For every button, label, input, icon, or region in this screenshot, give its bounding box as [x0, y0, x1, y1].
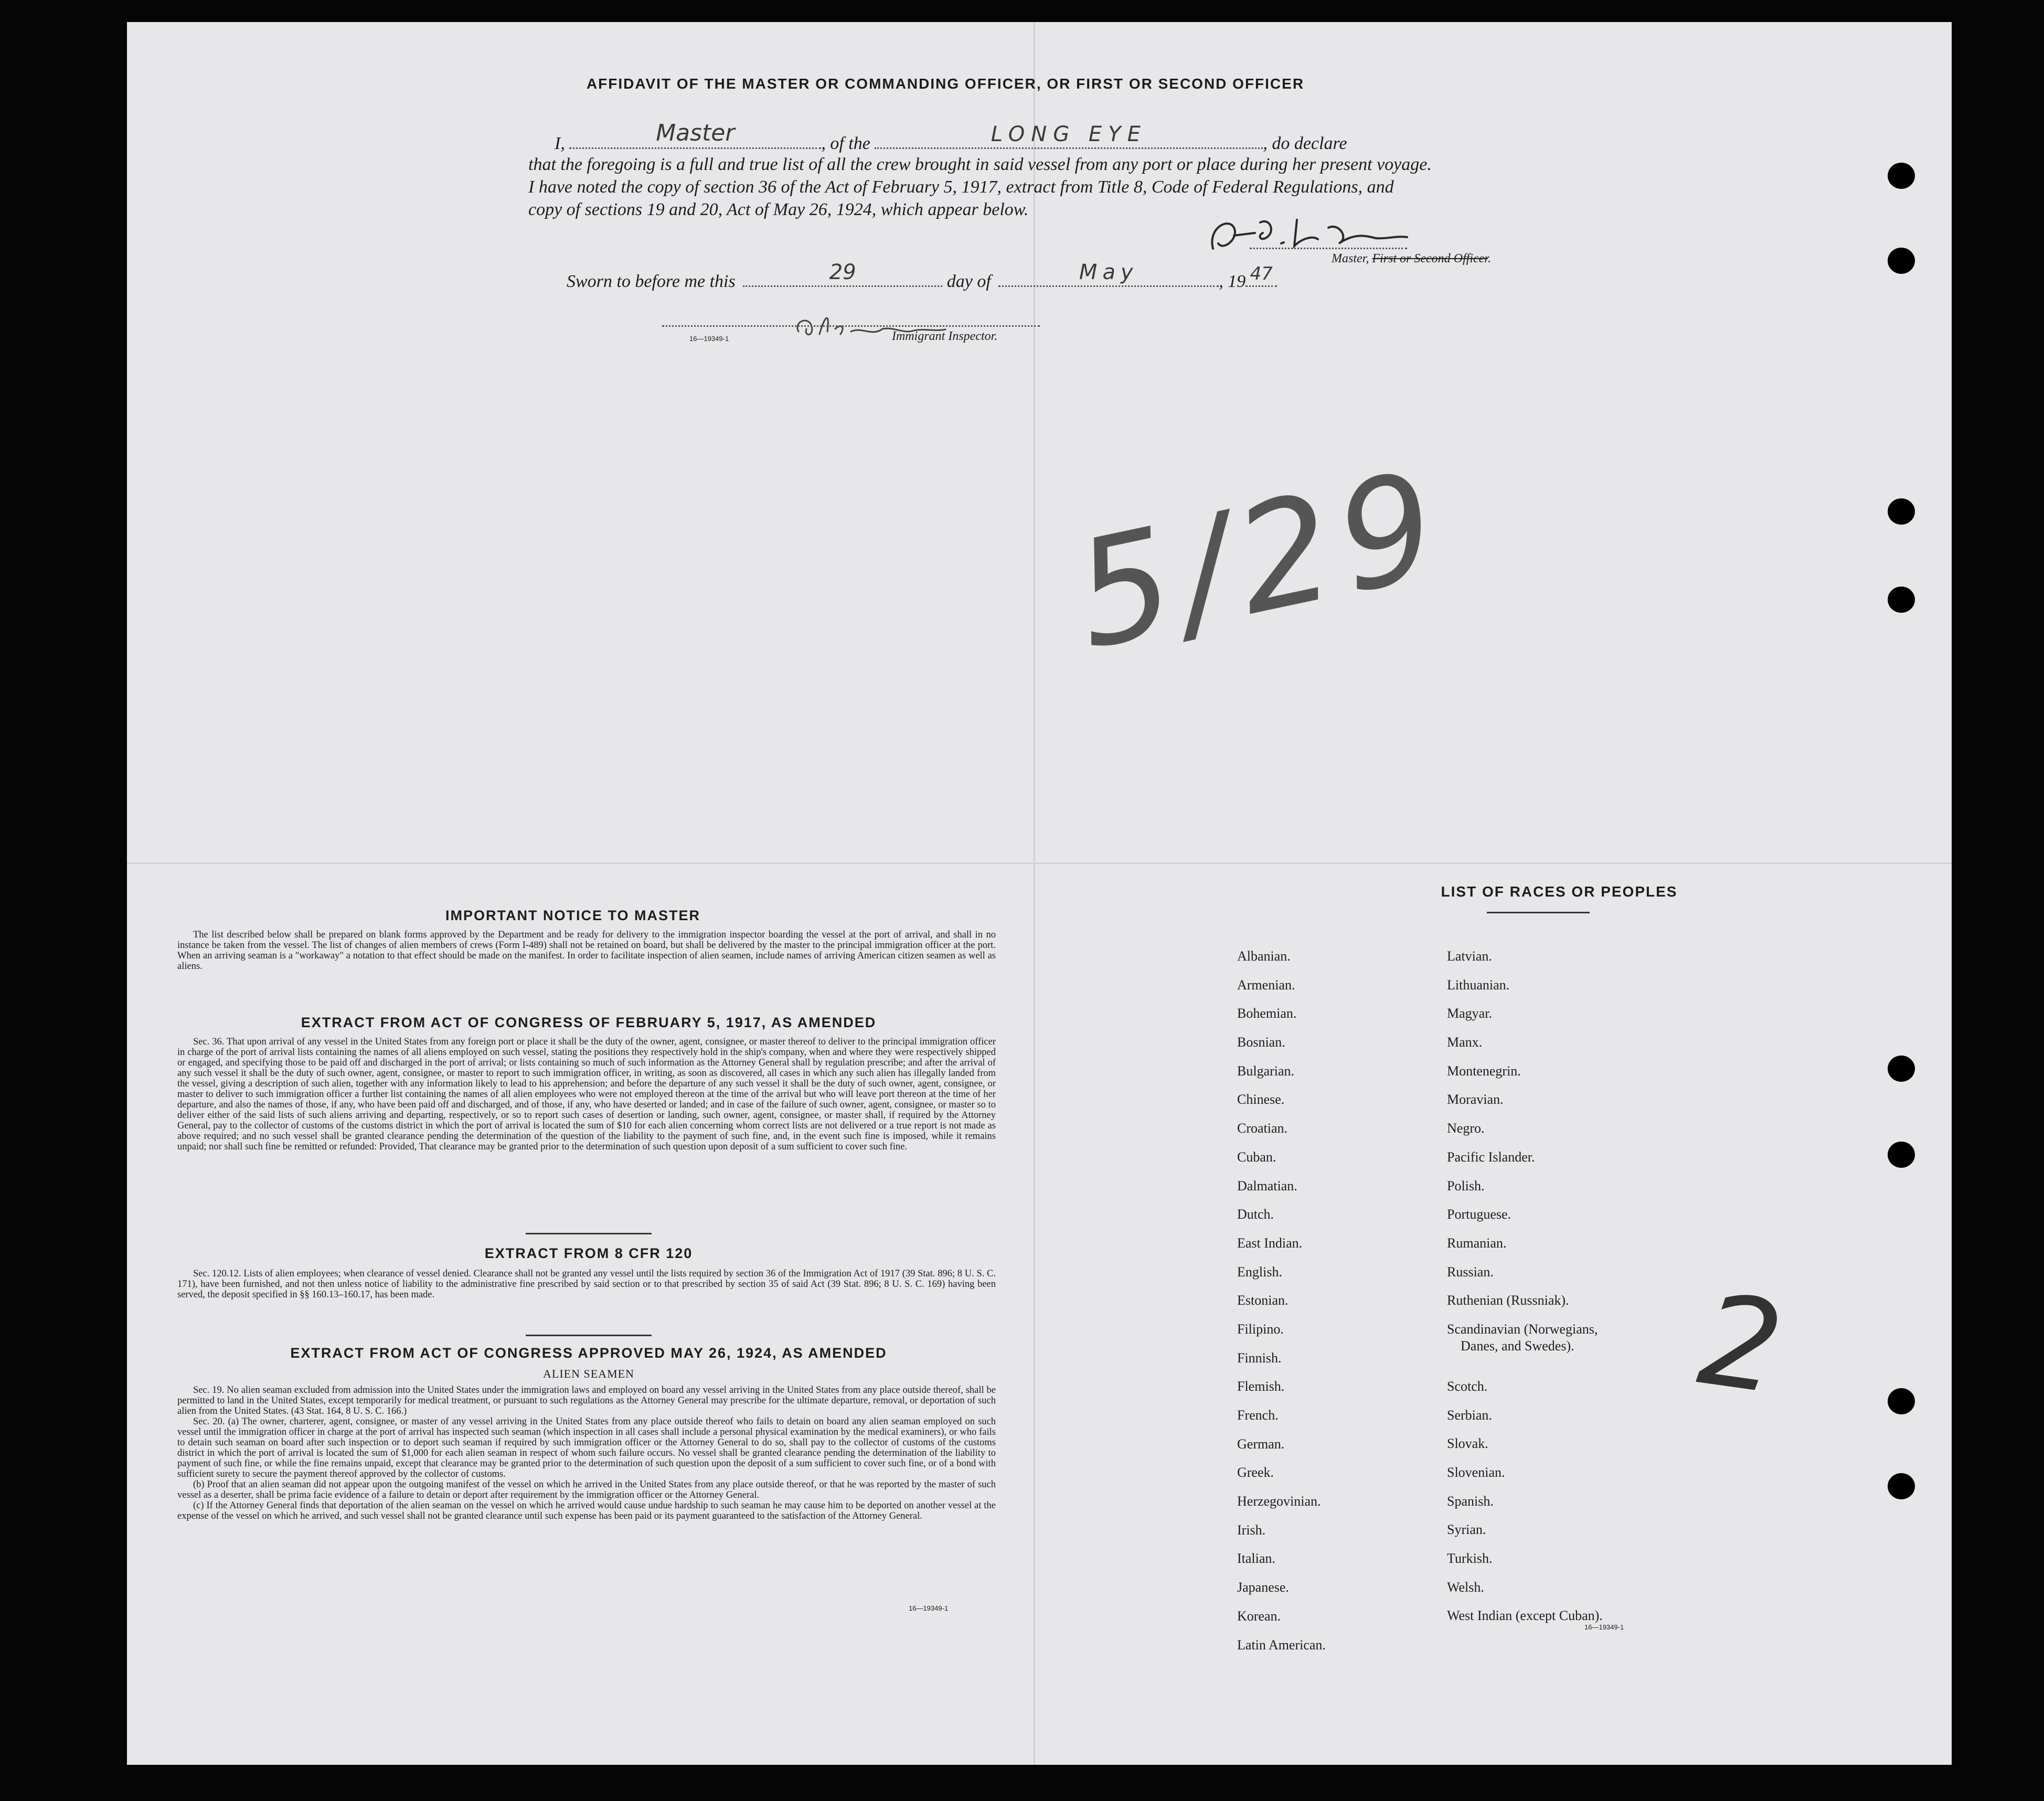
affidavit-do-declare: , do declare: [1263, 134, 1347, 153]
people-item: Dutch.: [1237, 1207, 1274, 1222]
section-20a-text: Sec. 20. (a) The owner, charterer, agent, consignee, or master of any vessel arriving in the United States from any place outside thereof who fails to detain on board any alien seaman employed on such vessel until the immigration officer in charge at the port of arrival has inspected such seaman (which inspection in all cases shall include a personal physical examination by the medical examiners), or who fails to detain such seaman on board after such inspection or to deport such seaman if required by such immigration officer or the Attorney General to do so, shall pay to the collector of customs of the customs district in which the port of arrival is located the sum of $1,000 for each alien seaman in respect of whom such failure occurs. No vessel shall be granted clearance pending the determination of the liability to payment of such fine, or while the fine remains unpaid, except that clearance may be granted prior to the determination of such question upon the deposit of a sum sufficient to cover such fine, or of a bond with sufficient surety to secure the payment thereof approved by the collector of customs.: [177, 1416, 996, 1479]
people-item: Serbian.: [1447, 1407, 1492, 1423]
people-item: Magyar.: [1447, 1006, 1492, 1021]
sworn-day-handwritten: 29: [829, 260, 856, 284]
punch-hole: [1888, 498, 1915, 525]
people-item: Italian.: [1237, 1551, 1275, 1566]
peoples-column-1: [1237, 949, 1326, 1666]
people-item: Cuban.: [1237, 1149, 1276, 1165]
people-item: Pacific Islander.: [1447, 1149, 1535, 1165]
people-item: Welsh.: [1447, 1579, 1484, 1595]
people-item: French.: [1237, 1408, 1279, 1423]
alien-seamen-subheading: ALIEN SEAMEN: [543, 1367, 634, 1380]
peoples-underline: [1487, 912, 1590, 913]
master-label-end: .: [1487, 252, 1491, 265]
people-item: Korean.: [1237, 1608, 1281, 1624]
punch-hole: [1888, 1388, 1915, 1414]
sworn-month-handwritten: May: [1079, 260, 1138, 284]
handwritten-corner-mark: 2: [1691, 1265, 1791, 1423]
affidavit-line-4: copy of sections 19 and 20, Act of May 26, 1924, which appear below.: [528, 200, 1029, 219]
sworn-day-field: [743, 260, 942, 287]
day-of-label: day of: [946, 272, 991, 291]
year-prefix: , 19: [1219, 272, 1246, 291]
people-item: Chinese.: [1237, 1092, 1285, 1107]
people-item: Moravian.: [1447, 1092, 1504, 1107]
people-item: Ruthenian (Russniak).: [1447, 1293, 1569, 1308]
affidavit-i: I,: [555, 134, 565, 153]
people-item: Estonian.: [1237, 1293, 1289, 1308]
people-item: Negro.: [1447, 1121, 1485, 1136]
punch-hole: [1888, 587, 1915, 613]
people-item: Herzegovinian.: [1237, 1494, 1321, 1509]
affidavit-line-3: I have noted the copy of section 36 of the Act of February 5, 1917, extract from Title 8, Code of Federal Regulations, and: [528, 177, 1394, 197]
master-name-field: [569, 120, 821, 149]
people-item: Latin American.: [1237, 1637, 1326, 1653]
people-item: Dalmatian.: [1237, 1178, 1297, 1193]
people-item: Flemish.: [1237, 1379, 1285, 1394]
divider-2: [526, 1335, 652, 1336]
people-item: Latvian.: [1447, 949, 1492, 964]
people-item: Spanish.: [1447, 1493, 1494, 1509]
people-item: Manx.: [1447, 1035, 1483, 1050]
people-item: Bulgarian.: [1237, 1063, 1295, 1079]
people-item: Bosnian.: [1237, 1035, 1285, 1050]
notice-body: The list described below shall be prepared on blank forms approved by the Department and be ready for delivery to the immigration inspector boarding the vessel at the port of arrival, and shall in no instance be taken from the vessel. The list of changes of alien members of crews (Form I-489) shall not be retained on board, but shall be delivered by the master to the principal immigration officer at the port. When an arriving seaman is a "workaway" a notation to that effect should be made on the manifest. In order to facilitate inspection of alien seamen, include names of arriving American citizen seamen as well as aliens.: [177, 930, 996, 972]
document-page: [127, 22, 1952, 1765]
vessel-name-handwritten: LONG EYE: [991, 122, 1147, 146]
affidavit-heading: AFFIDAVIT OF THE MASTER OR COMMANDING OFFICER, OR FIRST OR SECOND OFFICER: [586, 76, 1305, 92]
sworn-year-handwritten: 47: [1250, 263, 1273, 284]
notice-form-code: 16—19349-1: [909, 1604, 949, 1612]
horizontal-fold-crease: [127, 862, 1952, 864]
extract-cfr-heading: EXTRACT FROM 8 CFR 120: [484, 1245, 693, 1261]
extract-1924-heading: EXTRACT FROM ACT OF CONGRESS APPROVED MAY 26, 1924, AS AMENDED: [290, 1345, 887, 1361]
people-item: Slovenian.: [1447, 1465, 1505, 1480]
people-item: Portuguese.: [1447, 1207, 1511, 1222]
master-name-handwritten: Master: [656, 120, 735, 146]
peoples-heading: LIST OF RACES OR PEOPLES: [1441, 883, 1678, 900]
extract-1924-body: [177, 1385, 996, 1521]
extract-1917-heading: EXTRACT FROM ACT OF CONGRESS OF FEBRUARY 5, 1917, AS AMENDED: [301, 1015, 877, 1030]
inspector-label: Immigrant Inspector.: [892, 329, 998, 343]
people-item: Armenian.: [1237, 977, 1295, 993]
people-item: Lithuanian.: [1447, 977, 1510, 993]
people-item: Montenegrin.: [1447, 1063, 1521, 1079]
inspector-line: [662, 325, 1040, 327]
affidavit-form-code: 16—19349-1: [689, 335, 729, 343]
people-item: East Indian.: [1237, 1235, 1303, 1251]
people-item: Russian.: [1447, 1264, 1494, 1280]
affidavit-line-2: that the foregoing is a full and true list of all the crew brought in said vessel from any port or place during her present voyage.: [528, 155, 1432, 174]
extract-1917-body: Sec. 36. That upon arrival of any vessel in the United States from any foreign port or place it shall be the duty of the owner, agent, consignee, or master thereof to deliver to the principal immigration officer in charge of the port of arrival lists containing the names of all aliens employed on such vessel, stating the positions they respectively hold in the ship's company, when and where they were respectively shipped or engaged, and specifying those to be paid off and discharged in the port of arrival; or lists containing so much of such information as the Attorney General shall by regulation prescribe; and after the arrival of any such vessel it shall be the duty of such owner, agent, consignee, or master to report to such immigration officer, in writing, as soon as discovered, all cases in which any such alien has illegally landed from the vessel, giving a description of such alien, together with any information likely to lead to his apprehension; and before the departure of any such vessel it shall be the duty of such owner, agent, consignee, or master to deliver to such immigration officer a further list containing the names of all alien employees who were not employed thereon at the time of the arrival but who will leave port thereon at the time of her departure, and also the names of those, if any, who have been paid off and discharged, and of those, if any, who have deserted or landed; and in case of the failure of such owner, agent, consignee, or master so to deliver either of the said lists of such aliens arriving and departing, respectively, or so to report such cases of desertion or landing, such owner, agent, consignee, or master shall, if required by the Attorney General, pay to the collector of customs of the customs district in which the port of arrival is located the sum of $10 for each alien concerning whom correct lists are not delivered or a true report is not made as above required; and no such vessel shall be granted clearance pending the determination of the question of the liability to the payment of such fine, and, in the event such fine is imposed, while it remains unpaid; nor shall such fine be remitted or refunded: Provided, That clearance may be granted prior to the determination of such question upon deposit of a sum sufficient to cover such fine.: [177, 1037, 996, 1152]
section-20b-text: (b) Proof that an alien seaman did not appear upon the outgoing manifest of the vessel on which he arrived in the United States from any place outside thereof, or that he was reported by the master of such vessel as a deserter, shall be prima facie evidence of a failure to detain or deport after requirement by the immigration officer or the Attorney General.: [177, 1479, 996, 1500]
people-item: Greek.: [1237, 1465, 1274, 1480]
sworn-line: [567, 260, 1459, 292]
people-item: Turkish.: [1447, 1551, 1493, 1566]
master-title-label: [1332, 252, 1491, 266]
notice-heading: IMPORTANT NOTICE TO MASTER: [445, 908, 700, 923]
people-item: West Indian (except Cuban).: [1447, 1608, 1603, 1624]
people-item: Japanese.: [1237, 1580, 1289, 1595]
affidavit-body: [528, 153, 1683, 221]
peoples-form-code: 16—19349-1: [1584, 1623, 1624, 1631]
struck-officer-label: First or Second Officer: [1372, 252, 1488, 265]
people-item: Danes, and Swedes).: [1461, 1338, 1574, 1354]
people-item: Bohemian.: [1237, 1006, 1297, 1021]
people-item: Syrian.: [1447, 1522, 1486, 1538]
punch-hole: [1888, 248, 1915, 274]
people-item: German.: [1237, 1436, 1285, 1452]
extract-cfr-body: Sec. 120.12. Lists of alien employees; when clearance of vessel denied. Clearance shall not be granted any vessel until the lists required by section 36 of the Immigration Act of 1917 (39 Stat. 896; 8 U. S. C. 171), have been furnished, and not then unless notice of liability to the administrative fine prescribed by said section or to that prescribed by section 35 of said Act (39 Stat. 896; 8 U. S. C. 169) having been served, the deposit specified in §§ 160.13–160.17, has been made.: [177, 1269, 996, 1300]
people-item: Filipino.: [1237, 1321, 1284, 1337]
peoples-column-2: [1447, 949, 1603, 1637]
affidavit-of-the: , of the: [821, 134, 870, 153]
section-19-text: Sec. 19. No alien seaman excluded from admission into the United States under the immigration laws and employed on board any vessel arriving in the United States from any place outside thereof, shall be permitted to land in the United States, except temporarily for medical treatment, or pursuant to such regulations as the Attorney General may prescribe for the ultimate departure, removal, or deportation of such alien from the United States. (43 Stat. 164, 8 U. S. C. 166.): [177, 1385, 996, 1416]
people-item: Albanian.: [1237, 949, 1291, 964]
people-item: Scandinavian (Norwegians,: [1447, 1321, 1598, 1337]
people-item: Slovak.: [1447, 1436, 1488, 1452]
punch-hole: [1888, 163, 1915, 189]
people-item: Scotch.: [1447, 1378, 1488, 1394]
sworn-month-field: [998, 260, 1219, 287]
sworn-year-field: [1245, 263, 1277, 287]
divider-1: [526, 1233, 652, 1234]
people-item: English.: [1237, 1264, 1282, 1280]
signature-line: [1250, 248, 1407, 249]
people-item: Croatian.: [1237, 1121, 1288, 1136]
people-item: Finnish.: [1237, 1350, 1282, 1366]
vessel-name-field: [875, 122, 1263, 149]
affidavit-line-1: [528, 120, 1683, 154]
master-label: Master,: [1332, 252, 1369, 265]
handwritten-date-mark: 5/29: [1061, 438, 1461, 683]
people-item: Rumanian.: [1447, 1235, 1507, 1251]
punch-hole: [1888, 1473, 1915, 1499]
section-20c-text: (c) If the Attorney General finds that deportation of the alien seaman on the vessel on which he arrived would cause undue hardship to such seaman he may cause him to be deported on another vessel at the expense of the vessel on which he arrived, and such vessel shall not be granted clearance until such expense has been paid or its payment guaranteed to the satisfaction of the Attorney General.: [177, 1500, 996, 1521]
punch-hole: [1888, 1056, 1915, 1082]
sworn-label: Sworn to before me this: [567, 272, 736, 291]
punch-hole: [1888, 1142, 1915, 1168]
people-item: Polish.: [1447, 1178, 1485, 1193]
people-item: Irish.: [1237, 1522, 1266, 1538]
